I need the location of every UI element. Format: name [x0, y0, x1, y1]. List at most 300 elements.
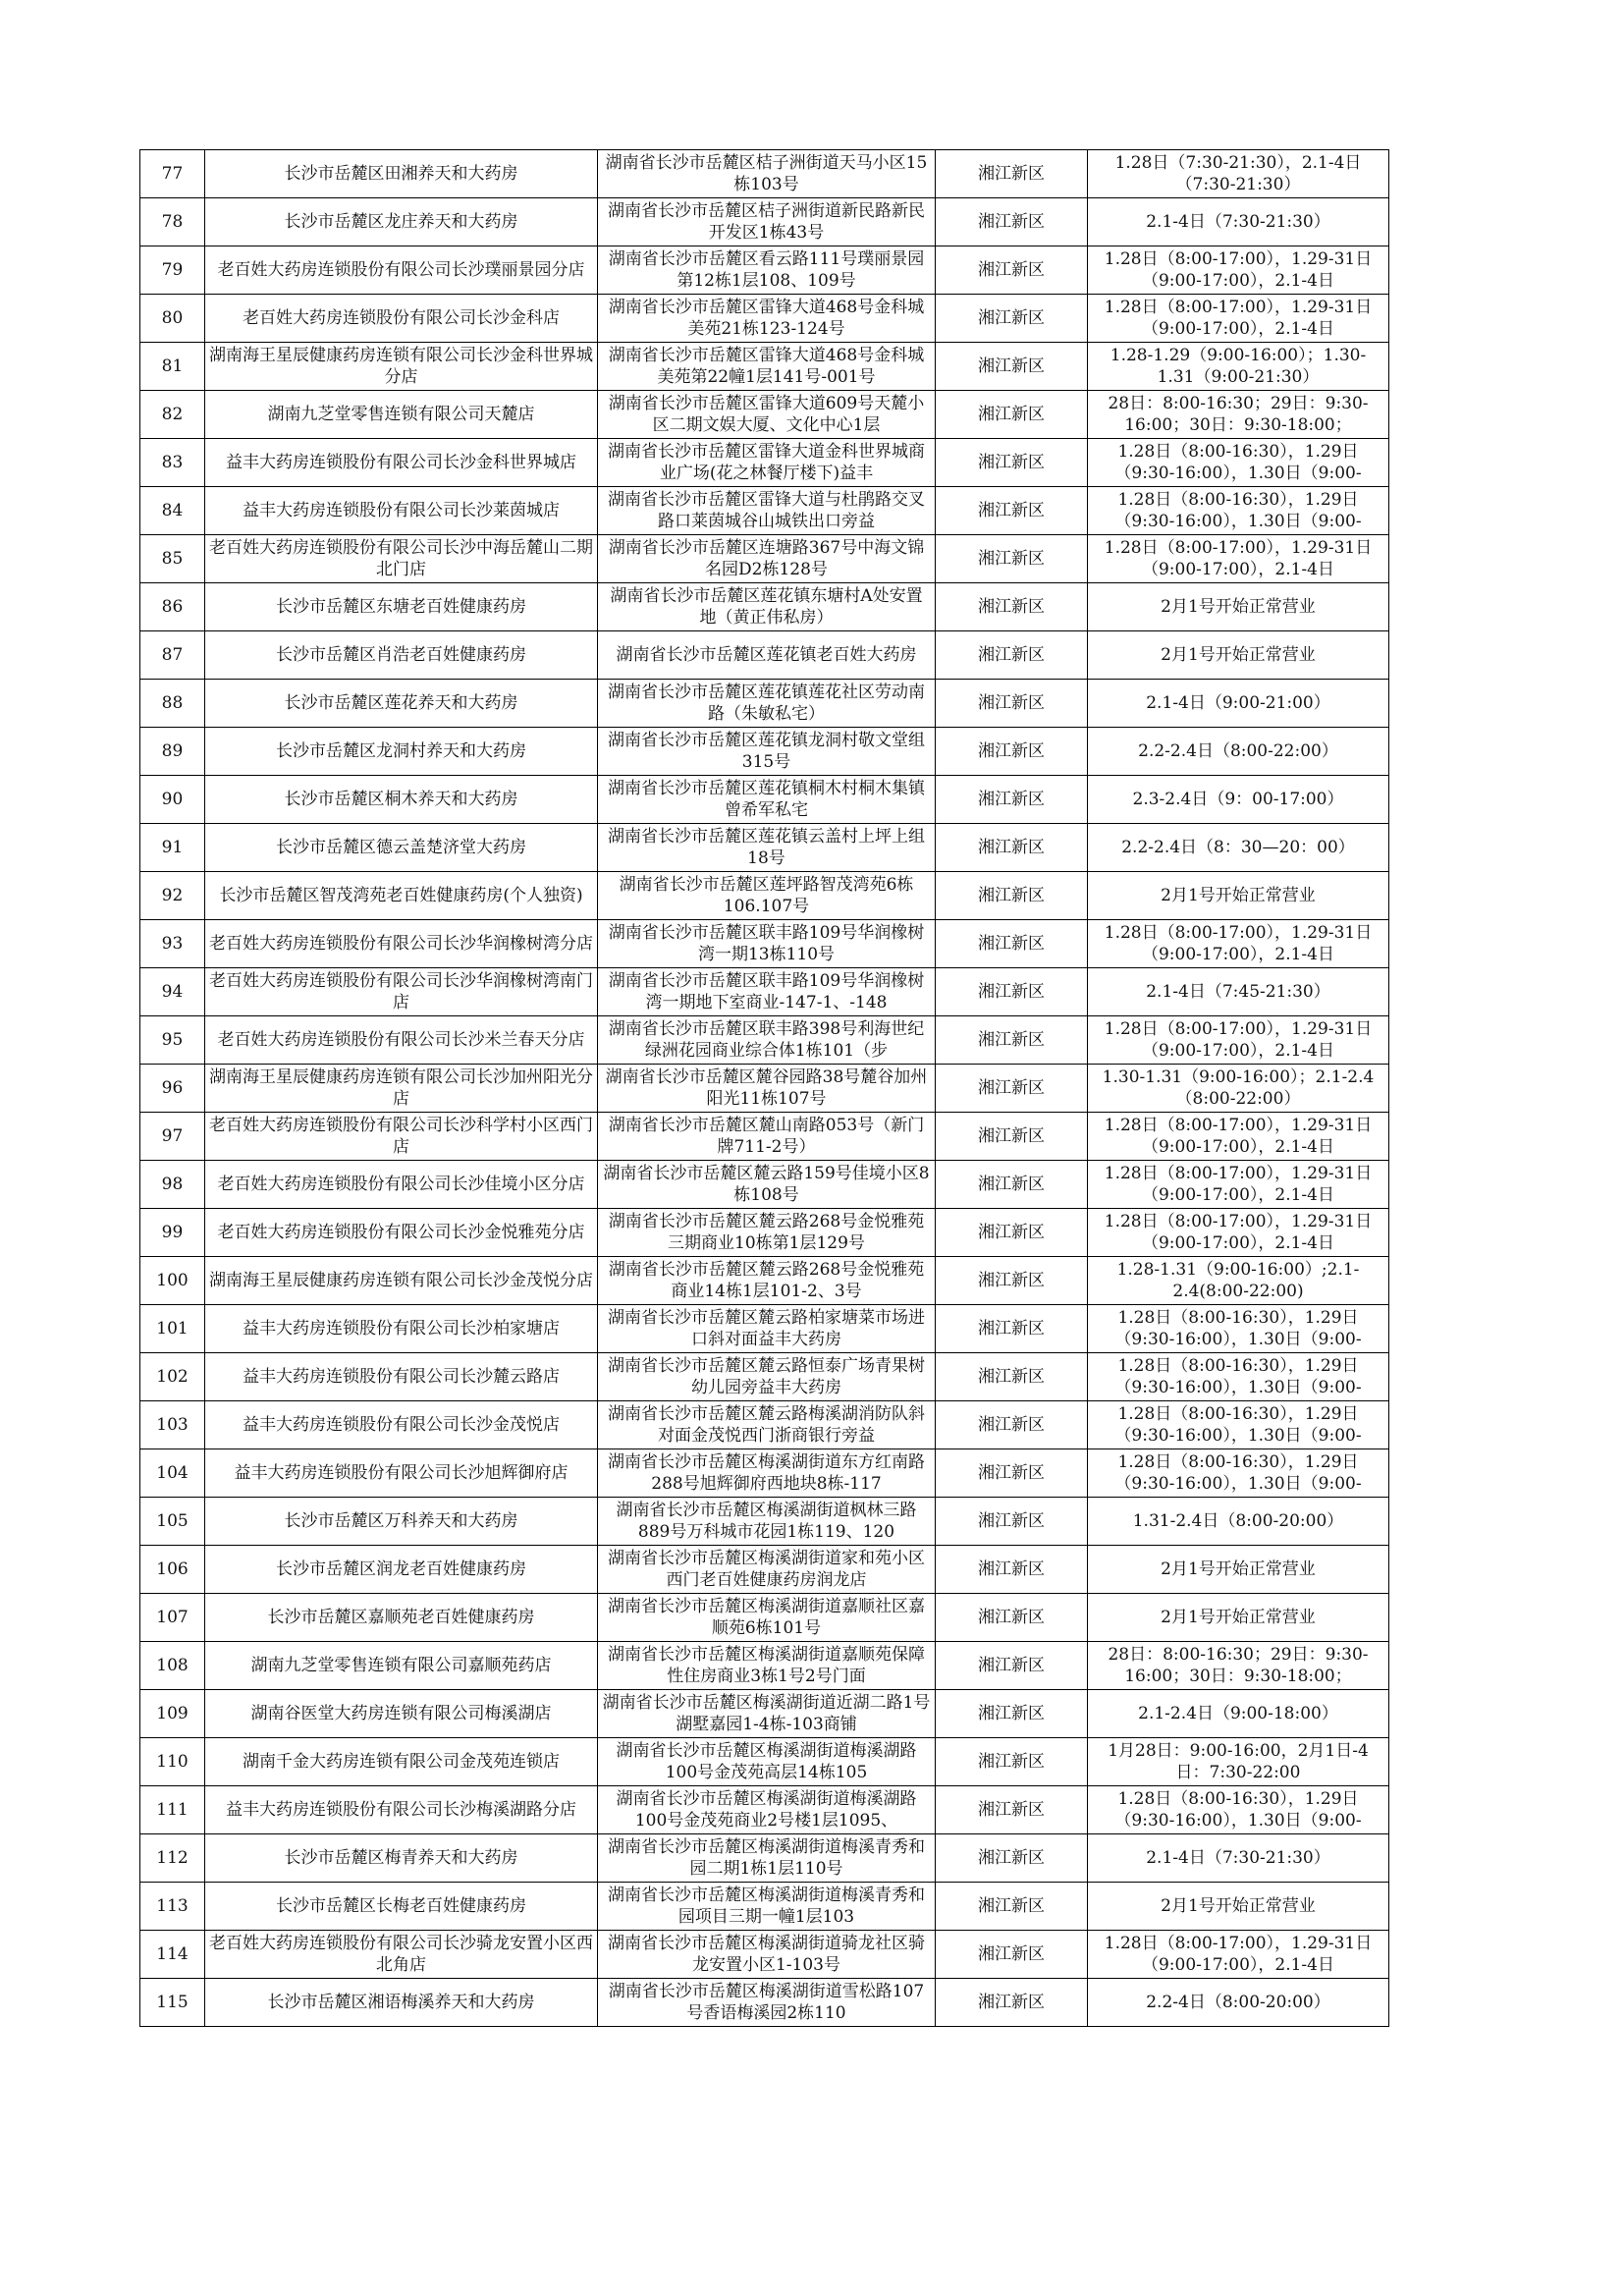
address-cell-text: 湖南省长沙市岳麓区联丰路109号华润橡树湾一期13栋110号	[608, 923, 925, 964]
table-row	[140, 391, 1389, 439]
table-row	[140, 246, 1389, 295]
table-row	[140, 1209, 1389, 1257]
business-hours-cell	[1088, 1257, 1389, 1305]
pharmacy-name-cell-text: 老百姓大药房连锁股份有限公司长沙中海岳麓山二期北门店	[209, 538, 593, 579]
address-cell	[598, 1883, 936, 1931]
address-cell-text: 湖南省长沙市岳麓区梅溪湖街道骑龙社区骑龙安置小区1-103号	[608, 1934, 925, 1975]
district-cell-text: 湘江新区	[978, 1078, 1045, 1098]
table-row	[140, 1979, 1389, 2027]
district-cell	[936, 1546, 1088, 1594]
pharmacy-name-cell-text: 益丰大药房连锁股份有限公司长沙旭辉御府店	[234, 1463, 568, 1483]
address-cell-text: 湖南省长沙市岳麓区梅溪湖街道东方红南路288号旭辉御府西地块8栋-117	[608, 1452, 925, 1494]
row-number-cell	[140, 1979, 205, 2027]
address-cell	[598, 1016, 936, 1065]
address-cell	[598, 535, 936, 583]
pharmacy-name-cell	[205, 439, 598, 487]
row-number-cell-text: 96	[161, 1078, 184, 1098]
pharmacy-name-cell	[205, 776, 598, 824]
row-number-cell-text: 105	[156, 1511, 189, 1531]
district-cell	[936, 1690, 1088, 1738]
address-cell-text: 湖南省长沙市岳麓区梅溪湖街道嘉顺苑保障性住房商业3栋1号2号门面	[608, 1645, 925, 1686]
business-hours-cell-text: 1.28日（8:00-16:30），1.29日（9:30-16:00），1.30日（9:00-	[1114, 1404, 1362, 1446]
district-cell	[936, 1449, 1088, 1498]
business-hours-cell-text: 2.3-2.4日（9：00-17:00）	[1132, 790, 1344, 809]
pharmacy-name-cell	[205, 198, 598, 246]
pharmacy-name-cell-text: 老百姓大药房连锁股份有限公司长沙璞丽景园分店	[217, 260, 585, 280]
business-hours-cell	[1088, 1305, 1389, 1353]
business-hours-cell-text: 1.28日（8:00-16:30），1.29日（9:30-16:00），1.30日（9:00-	[1114, 1308, 1362, 1349]
district-cell-text: 湘江新区	[978, 934, 1045, 954]
district-cell-text: 湘江新区	[978, 164, 1045, 184]
table-row	[140, 583, 1389, 631]
address-cell-text: 湖南省长沙市岳麓区莲坪路智茂湾苑6栋106.107号	[619, 875, 914, 916]
address-cell-text: 湖南省长沙市岳麓区莲花镇龙洞村敬文堂组315号	[608, 731, 925, 772]
pharmacy-name-cell-text: 长沙市岳麓区智茂湾苑老百姓健康药房(个人独资)	[219, 886, 583, 905]
district-cell-text: 湘江新区	[978, 260, 1045, 280]
row-number-cell-text: 111	[156, 1800, 189, 1820]
address-cell-text: 湖南省长沙市岳麓区麓云路梅溪湖消防队斜对面金茂悦西门浙商银行旁益	[608, 1404, 925, 1446]
business-hours-cell-text: 2月1号开始正常营业	[1161, 1608, 1316, 1627]
address-cell-text: 湖南省长沙市岳麓区梅溪湖街道嘉顺社区嘉顺苑6栋101号	[608, 1597, 925, 1638]
row-number-cell-text: 107	[156, 1608, 189, 1627]
row-number-cell-text: 109	[156, 1704, 189, 1723]
row-number-cell	[140, 680, 205, 728]
row-number-cell-text: 95	[161, 1030, 184, 1050]
table-row	[140, 1305, 1389, 1353]
address-cell	[598, 680, 936, 728]
address-cell	[598, 1209, 936, 1257]
address-cell-text: 湖南省长沙市岳麓区莲花镇云盖村上坪上组18号	[608, 827, 925, 868]
row-number-cell	[140, 1305, 205, 1353]
district-cell	[936, 1113, 1088, 1161]
district-cell-text: 湘江新区	[978, 741, 1045, 761]
district-cell-text: 湘江新区	[978, 1752, 1045, 1772]
address-cell	[598, 1257, 936, 1305]
business-hours-cell-text: 1.28日（8:00-17:00），1.29-31日（9:00-17:00），2.1-4日	[1104, 298, 1373, 339]
district-cell	[936, 1161, 1088, 1209]
row-number-cell	[140, 1931, 205, 1979]
pharmacy-name-cell-text: 长沙市岳麓区田湘养天和大药房	[284, 164, 518, 184]
address-cell	[598, 728, 936, 776]
row-number-cell-text: 115	[156, 1993, 189, 2012]
pharmacy-name-cell-text: 长沙市岳麓区嘉顺苑老百姓健康药房	[267, 1608, 535, 1627]
district-cell	[936, 1786, 1088, 1834]
business-hours-cell	[1088, 198, 1389, 246]
district-cell-text: 湘江新区	[978, 1223, 1045, 1242]
pharmacy-name-cell	[205, 1257, 598, 1305]
address-cell	[598, 198, 936, 246]
table-row	[140, 680, 1389, 728]
district-cell	[936, 1257, 1088, 1305]
district-cell-text: 湘江新区	[978, 212, 1045, 232]
address-cell	[598, 1161, 936, 1209]
business-hours-cell-text: 1.28日（8:00-17:00），1.29-31日（9:00-17:00），2.1-4日	[1104, 249, 1373, 291]
business-hours-cell	[1088, 487, 1389, 535]
pharmacy-name-cell	[205, 1883, 598, 1931]
address-cell-text: 湖南省长沙市岳麓区莲花镇老百姓大药房	[616, 645, 917, 665]
row-number-cell-text: 91	[161, 838, 184, 857]
district-cell-text: 湘江新区	[978, 1175, 1045, 1194]
table-row	[140, 198, 1389, 246]
district-cell-text: 湘江新区	[978, 693, 1045, 713]
district-cell	[936, 1401, 1088, 1449]
business-hours-cell	[1088, 728, 1389, 776]
business-hours-cell	[1088, 1594, 1389, 1642]
address-cell	[598, 1449, 936, 1498]
pharmacy-name-cell-text: 长沙市岳麓区桐木养天和大药房	[284, 790, 518, 809]
district-cell-text: 湘江新区	[978, 1993, 1045, 2012]
address-cell-text: 湖南省长沙市岳麓区麓云路268号金悦雅苑商业14栋1层101-2、3号	[608, 1260, 925, 1301]
business-hours-cell	[1088, 343, 1389, 391]
address-cell	[598, 1834, 936, 1883]
business-hours-cell	[1088, 1786, 1389, 1834]
pharmacy-name-cell-text: 湖南海王星辰健康药房连锁有限公司长沙加州阳光分店	[209, 1067, 593, 1109]
address-cell-text: 湖南省长沙市岳麓区梅溪湖街道梅溪青秀和园项目三期一幢1层103	[608, 1886, 925, 1927]
address-cell-text: 湖南省长沙市岳麓区梅溪湖街道梅溪湖路100号金茂苑商业2号楼1层1095、	[616, 1789, 917, 1831]
pharmacy-name-cell-text: 长沙市岳麓区龙洞村养天和大药房	[276, 741, 526, 761]
district-cell-text: 湘江新区	[978, 1367, 1045, 1387]
address-cell	[598, 246, 936, 295]
address-cell-text: 湖南省长沙市岳麓区梅溪湖街道梅溪湖路100号金茂苑高层14栋105	[616, 1741, 917, 1782]
business-hours-cell	[1088, 1690, 1389, 1738]
row-number-cell	[140, 872, 205, 920]
district-cell	[936, 1594, 1088, 1642]
district-cell	[936, 776, 1088, 824]
business-hours-cell	[1088, 1931, 1389, 1979]
address-cell	[598, 1690, 936, 1738]
address-cell	[598, 1642, 936, 1690]
row-number-cell-text: 114	[156, 1944, 189, 1964]
address-cell-text: 湖南省长沙市岳麓区雷锋大道468号金科城美苑第22幢1层141号-001号	[608, 346, 925, 387]
address-cell	[598, 631, 936, 680]
business-hours-cell	[1088, 776, 1389, 824]
pharmacy-name-cell-text: 老百姓大药房连锁股份有限公司长沙骑龙安置小区西北角店	[209, 1934, 593, 1975]
district-cell	[936, 872, 1088, 920]
pharmacy-name-cell	[205, 1305, 598, 1353]
address-cell	[598, 1931, 936, 1979]
row-number-cell	[140, 1353, 205, 1401]
pharmacy-name-cell-text: 老百姓大药房连锁股份有限公司长沙金悦雅苑分店	[217, 1223, 585, 1242]
business-hours-cell	[1088, 1546, 1389, 1594]
row-number-cell	[140, 1594, 205, 1642]
business-hours-cell	[1088, 1883, 1389, 1931]
table-row	[140, 1834, 1389, 1883]
address-cell-text: 湖南省长沙市岳麓区梅溪湖街道家和苑小区西门老百姓健康药房润龙店	[608, 1549, 925, 1590]
row-number-cell-text: 87	[161, 645, 184, 665]
address-cell-text: 湖南省长沙市岳麓区梅溪湖街道枫林三路889号万科城市花园1栋119、120	[616, 1501, 917, 1542]
district-cell	[936, 343, 1088, 391]
pharmacy-name-cell-text: 长沙市岳麓区东塘老百姓健康药房	[276, 597, 526, 617]
district-cell-text: 湘江新区	[978, 1608, 1045, 1627]
row-number-cell	[140, 1161, 205, 1209]
pharmacy-name-cell	[205, 1065, 598, 1113]
business-hours-cell	[1088, 246, 1389, 295]
row-number-cell-text: 98	[161, 1175, 184, 1194]
row-number-cell-text: 97	[161, 1126, 184, 1146]
row-number-cell	[140, 1690, 205, 1738]
table-row	[140, 1113, 1389, 1161]
business-hours-cell-text: 1.28日（8:00-17:00），1.29-31日（9:00-17:00），2.1-4日	[1104, 1934, 1373, 1975]
district-cell-text: 湘江新区	[978, 1944, 1045, 1964]
district-cell-text: 湘江新区	[978, 1896, 1045, 1916]
pharmacy-name-cell	[205, 150, 598, 198]
pharmacy-name-cell	[205, 1642, 598, 1690]
business-hours-cell-text: 1.28日（8:00-16:30），1.29日（9:30-16:00），1.30日（9:00-	[1114, 1356, 1362, 1397]
row-number-cell	[140, 728, 205, 776]
pharmacy-name-cell-text: 益丰大药房连锁股份有限公司长沙柏家塘店	[243, 1319, 560, 1339]
district-cell	[936, 391, 1088, 439]
address-cell	[598, 1546, 936, 1594]
district-cell	[936, 1931, 1088, 1979]
row-number-cell	[140, 1738, 205, 1786]
address-cell-text: 湖南省长沙市岳麓区联丰路109号华润橡树湾一期地下室商业-147-1、-148	[608, 971, 925, 1012]
pharmacy-name-cell-text: 长沙市岳麓区龙庄养天和大药房	[284, 212, 518, 232]
district-cell-text: 湘江新区	[978, 549, 1045, 569]
pharmacy-name-cell	[205, 343, 598, 391]
district-cell	[936, 295, 1088, 343]
address-cell	[598, 1786, 936, 1834]
pharmacy-name-cell	[205, 728, 598, 776]
district-cell-text: 湘江新区	[978, 838, 1045, 857]
business-hours-cell-text: 2月1号开始正常营业	[1161, 645, 1316, 665]
pharmacy-name-cell	[205, 1786, 598, 1834]
address-cell	[598, 1305, 936, 1353]
row-number-cell-text: 113	[156, 1896, 189, 1916]
table-row	[140, 343, 1389, 391]
address-cell-text: 湖南省长沙市岳麓区桔子洲街道天马小区15栋103号	[605, 153, 928, 194]
district-cell-text: 湘江新区	[978, 1463, 1045, 1483]
pharmacy-name-cell	[205, 1690, 598, 1738]
business-hours-cell	[1088, 1834, 1389, 1883]
district-cell	[936, 535, 1088, 583]
business-hours-cell-text: 2.1-4日（7:45-21:30）	[1146, 982, 1330, 1002]
pharmacy-name-cell-text: 老百姓大药房连锁股份有限公司长沙华润橡树湾南门店	[209, 971, 593, 1012]
address-cell-text: 湖南省长沙市岳麓区雷锋大道468号金科城美苑21栋123-124号	[608, 298, 925, 339]
district-cell	[936, 1883, 1088, 1931]
table-row	[140, 1690, 1389, 1738]
business-hours-cell-text: 28日：8:00-16:30；29日：9:30-16:00；30日：9:30-18:00；	[1108, 394, 1369, 435]
district-cell-text: 湘江新区	[978, 453, 1045, 472]
table-row	[140, 1498, 1389, 1546]
pharmacy-name-cell-text: 湖南九芝堂零售连锁有限公司天麓店	[267, 405, 535, 424]
address-cell	[598, 872, 936, 920]
row-number-cell	[140, 1401, 205, 1449]
address-cell	[598, 1113, 936, 1161]
table-row	[140, 535, 1389, 583]
district-cell	[936, 680, 1088, 728]
row-number-cell-text: 88	[161, 693, 184, 713]
row-number-cell-text: 80	[161, 308, 184, 328]
row-number-cell	[140, 150, 205, 198]
address-cell-text: 湖南省长沙市岳麓区莲花镇莲花社区劳动南路（朱敏私宅）	[608, 683, 925, 724]
address-cell	[598, 1594, 936, 1642]
pharmacy-name-cell-text: 益丰大药房连锁股份有限公司长沙莱茵城店	[243, 501, 560, 520]
row-number-cell	[140, 295, 205, 343]
table-row	[140, 1738, 1389, 1786]
pharmacy-name-cell-text: 长沙市岳麓区润龙老百姓健康药房	[276, 1559, 526, 1579]
district-cell	[936, 150, 1088, 198]
business-hours-cell-text: 2.2-4日（8:00-20:00）	[1146, 1993, 1330, 2012]
district-cell-text: 湘江新区	[978, 405, 1045, 424]
address-cell-text: 湖南省长沙市岳麓区联丰路398号利海世纪绿洲花园商业综合体1栋101（步	[608, 1019, 925, 1061]
address-cell-text: 湖南省长沙市岳麓区麓云路柏家塘菜市场进口斜对面益丰大药房	[608, 1308, 925, 1349]
address-cell-text: 湖南省长沙市岳麓区雷锋大道609号天麓小区二期文娱大厦、文化中心1层	[608, 394, 925, 435]
row-number-cell	[140, 487, 205, 535]
pharmacy-name-cell-text: 老百姓大药房连锁股份有限公司长沙华润橡树湾分店	[209, 934, 593, 954]
address-cell-text: 湖南省长沙市岳麓区麓谷园路38号麓谷加州阳光11栋107号	[605, 1067, 928, 1109]
district-cell	[936, 728, 1088, 776]
row-number-cell-text: 79	[161, 260, 184, 280]
row-number-cell-text: 85	[161, 549, 184, 569]
row-number-cell	[140, 583, 205, 631]
address-cell	[598, 583, 936, 631]
address-cell	[598, 1498, 936, 1546]
row-number-cell	[140, 1786, 205, 1834]
row-number-cell	[140, 1113, 205, 1161]
pharmacy-name-cell-text: 湖南海王星辰健康药房连锁有限公司长沙金科世界城分店	[209, 346, 593, 387]
pharmacy-name-cell	[205, 1016, 598, 1065]
pharmacy-name-cell-text: 益丰大药房连锁股份有限公司长沙金科世界城店	[226, 453, 576, 472]
row-number-cell	[140, 1065, 205, 1113]
pharmacy-name-cell-text: 益丰大药房连锁股份有限公司长沙麓云路店	[243, 1367, 560, 1387]
district-cell-text: 湘江新区	[978, 982, 1045, 1002]
business-hours-cell-text: 2月1号开始正常营业	[1161, 597, 1316, 617]
row-number-cell	[140, 198, 205, 246]
pharmacy-name-cell-text: 长沙市岳麓区万科养天和大药房	[284, 1511, 518, 1531]
pharmacy-name-cell-text: 湖南九芝堂零售连锁有限公司嘉顺苑药店	[250, 1656, 552, 1675]
district-cell	[936, 1209, 1088, 1257]
pharmacy-table	[139, 149, 1389, 2027]
row-number-cell	[140, 535, 205, 583]
district-cell-text: 湘江新区	[978, 501, 1045, 520]
pharmacy-name-cell	[205, 1209, 598, 1257]
pharmacy-name-cell-text: 湖南谷医堂大药房连锁有限公司梅溪湖店	[250, 1704, 552, 1723]
pharmacy-name-cell-text: 湖南千金大药房连锁有限公司金茂苑连锁店	[243, 1752, 560, 1772]
row-number-cell	[140, 343, 205, 391]
business-hours-cell-text: 1.28-1.31（9:00-16:00）;2.1-2.4(8:00-22:00)	[1116, 1260, 1360, 1301]
business-hours-cell-text: 1.28日（7:30-21:30），2.1-4日（7:30-21:30）	[1114, 153, 1362, 194]
district-cell-text: 湘江新区	[978, 1848, 1045, 1868]
district-cell-text: 湘江新区	[978, 1656, 1045, 1675]
row-number-cell	[140, 631, 205, 680]
address-cell-text: 湖南省长沙市岳麓区连塘路367号中海文锦名园D2栋128号	[608, 538, 925, 579]
district-cell	[936, 246, 1088, 295]
row-number-cell	[140, 776, 205, 824]
address-cell-text: 湖南省长沙市岳麓区莲花镇桐木村桐木集镇曾希军私宅	[608, 779, 925, 820]
district-cell	[936, 968, 1088, 1016]
district-cell-text: 湘江新区	[978, 1126, 1045, 1146]
row-number-cell	[140, 1834, 205, 1883]
row-number-cell	[140, 1642, 205, 1690]
pharmacy-name-cell	[205, 246, 598, 295]
district-cell-text: 湘江新区	[978, 1030, 1045, 1050]
district-cell-text: 湘江新区	[978, 1704, 1045, 1723]
table-row	[140, 1642, 1389, 1690]
table-row	[140, 439, 1389, 487]
row-number-cell	[140, 824, 205, 872]
district-cell	[936, 631, 1088, 680]
row-number-cell-text: 86	[161, 597, 184, 617]
row-number-cell	[140, 1498, 205, 1546]
pharmacy-name-cell	[205, 968, 598, 1016]
address-cell-text: 湖南省长沙市岳麓区麓云路268号金悦雅苑三期商业10栋第1层129号	[608, 1212, 925, 1253]
business-hours-cell-text: 1.28日（8:00-16:30），1.29日（9:30-16:00），1.30日（9:00-	[1114, 442, 1362, 483]
district-cell-text: 湘江新区	[978, 597, 1045, 617]
table-row	[140, 487, 1389, 535]
row-number-cell-text: 77	[161, 164, 184, 184]
business-hours-cell	[1088, 1161, 1389, 1209]
table-row	[140, 1065, 1389, 1113]
business-hours-cell-text: 28日：8:00-16:30；29日：9:30-16:00；30日：9:30-18:00；	[1108, 1645, 1369, 1686]
business-hours-cell	[1088, 1738, 1389, 1786]
district-cell	[936, 1738, 1088, 1786]
address-cell	[598, 968, 936, 1016]
row-number-cell-text: 99	[161, 1223, 184, 1242]
pharmacy-name-cell-text: 长沙市岳麓区肖浩老百姓健康药房	[276, 645, 526, 665]
table-row	[140, 1594, 1389, 1642]
business-hours-cell	[1088, 1449, 1389, 1498]
row-number-cell-text: 103	[156, 1415, 189, 1435]
pharmacy-name-cell	[205, 1498, 598, 1546]
pharmacy-name-cell	[205, 1979, 598, 2027]
pharmacy-name-cell-text: 益丰大药房连锁股份有限公司长沙金茂悦店	[243, 1415, 560, 1435]
row-number-cell-text: 89	[161, 741, 184, 761]
row-number-cell-text: 83	[161, 453, 184, 472]
row-number-cell	[140, 1883, 205, 1931]
table-row	[140, 920, 1389, 968]
business-hours-cell	[1088, 1209, 1389, 1257]
pharmacy-name-cell-text: 湖南海王星辰健康药房连锁有限公司长沙金茂悦分店	[209, 1271, 593, 1290]
business-hours-cell	[1088, 824, 1389, 872]
row-number-cell-text: 84	[161, 501, 184, 520]
table-row	[140, 1401, 1389, 1449]
pharmacy-name-cell	[205, 1401, 598, 1449]
district-cell-text: 湘江新区	[978, 1319, 1045, 1339]
table-row	[140, 968, 1389, 1016]
business-hours-cell-text: 1.28日（8:00-16:30），1.29日（9:30-16:00），1.30日（9:00-	[1114, 1789, 1362, 1831]
pharmacy-name-cell	[205, 824, 598, 872]
row-number-cell	[140, 920, 205, 968]
business-hours-cell-text: 2.1-4日（7:30-21:30）	[1146, 212, 1330, 232]
pharmacy-name-cell	[205, 1546, 598, 1594]
pharmacy-name-cell-text: 老百姓大药房连锁股份有限公司长沙佳境小区分店	[217, 1175, 585, 1194]
business-hours-cell	[1088, 535, 1389, 583]
row-number-cell	[140, 246, 205, 295]
row-number-cell	[140, 1016, 205, 1065]
row-number-cell-text: 112	[156, 1848, 189, 1868]
district-cell	[936, 1065, 1088, 1113]
district-cell-text: 湘江新区	[978, 1415, 1045, 1435]
row-number-cell	[140, 968, 205, 1016]
table-row	[140, 872, 1389, 920]
address-cell-text: 湖南省长沙市岳麓区梅溪湖街道梅溪青秀和园二期1栋1层110号	[608, 1837, 925, 1879]
business-hours-cell-text: 1.28日（8:00-17:00），1.29-31日（9:00-17:00），2.1-4日	[1104, 1019, 1373, 1061]
district-cell-text: 湘江新区	[978, 790, 1045, 809]
table-row	[140, 1883, 1389, 1931]
business-hours-cell	[1088, 1498, 1389, 1546]
table-row	[140, 150, 1389, 198]
pharmacy-name-cell-text: 长沙市岳麓区德云盖楚济堂大药房	[276, 838, 526, 857]
address-cell-text: 湖南省长沙市岳麓区梅溪湖街道雪松路107号香语梅溪园2栋110	[608, 1982, 925, 2023]
pharmacy-name-cell	[205, 872, 598, 920]
pharmacy-name-cell	[205, 1738, 598, 1786]
address-cell-text: 湖南省长沙市岳麓区桔子洲街道新民路新民开发区1栋43号	[608, 201, 925, 243]
district-cell	[936, 1305, 1088, 1353]
district-cell	[936, 1979, 1088, 2027]
pharmacy-name-cell	[205, 920, 598, 968]
address-cell	[598, 150, 936, 198]
table-row	[140, 1786, 1389, 1834]
